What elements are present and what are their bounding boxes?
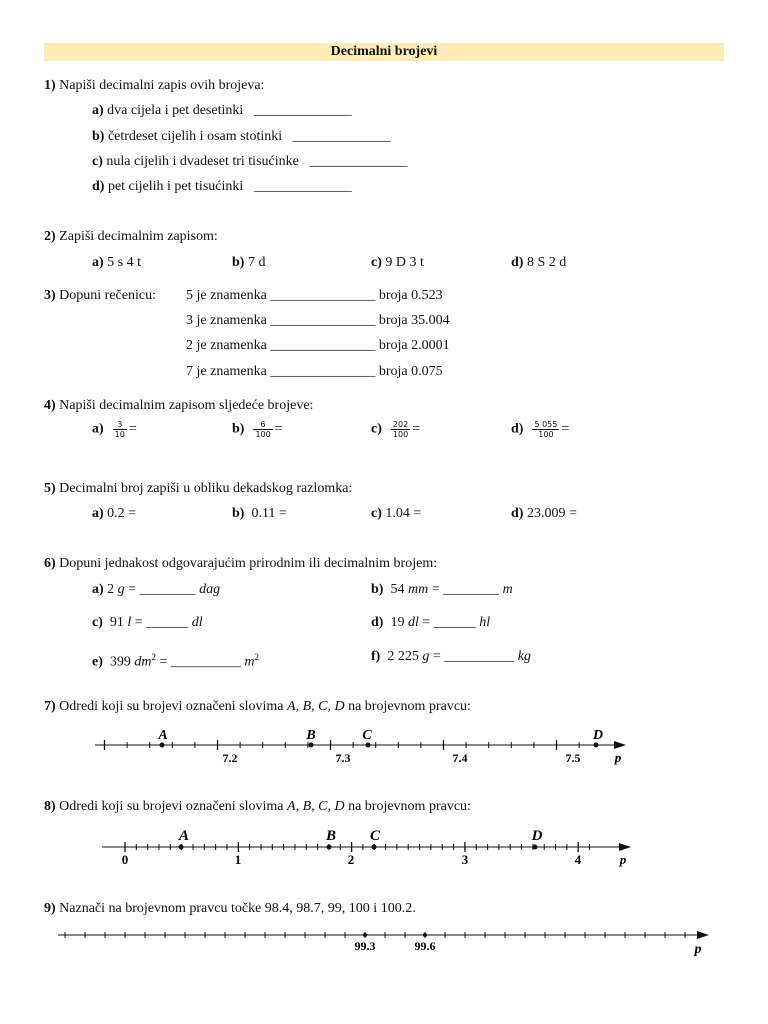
item-value: 54	[390, 582, 405, 597]
point-label: B	[306, 728, 316, 743]
question-number: 5)	[44, 481, 56, 496]
number-line-8	[0, 824, 768, 874]
item-label: d)	[511, 421, 524, 437]
fraction	[253, 420, 272, 439]
point-label: C	[362, 728, 372, 743]
item-text: pet cijelih i pet tisućinki	[107, 179, 244, 194]
q2-item-b	[232, 254, 265, 272]
tick-label: 2	[347, 852, 355, 867]
axis-label: p	[619, 852, 627, 867]
answer-blank[interactable]: ________	[139, 582, 196, 597]
item-text: nula cijelih i dvadeset tri tisućinke	[106, 154, 299, 169]
item-label: b)	[232, 506, 245, 521]
question-number: 4)	[44, 398, 56, 413]
item-label: b)	[232, 421, 245, 437]
tick-label: 7.4	[452, 751, 468, 765]
question-4	[44, 397, 313, 415]
q6-item-a: a) 2 g = ________ dag	[92, 582, 221, 597]
question-text: Napiši decimalni zapis ovih brojeva:	[59, 78, 265, 93]
point-label: C	[369, 828, 381, 844]
item-label: d)	[92, 179, 105, 194]
equals-sign: =	[412, 421, 421, 437]
q1-item-d	[92, 178, 352, 196]
axis-arrow	[614, 741, 626, 749]
q3-item-2	[186, 312, 450, 330]
q5-item-a	[92, 505, 136, 523]
item-label: a)	[92, 421, 104, 437]
question-5	[44, 480, 352, 498]
question-text: Odredi koji su brojevi označeni slovima	[59, 799, 284, 814]
q4-item-c	[371, 420, 420, 439]
item-label: a)	[92, 255, 104, 270]
tick-label: 3	[461, 852, 469, 867]
point-marker	[160, 743, 165, 748]
q5-item-c	[371, 505, 421, 523]
equals-sign: =	[128, 421, 137, 437]
fraction-numerator: 202	[392, 420, 409, 429]
unit: m	[502, 582, 513, 597]
q6-item-b: b) 54 mm = ________ m	[371, 582, 513, 597]
point-label: A	[158, 728, 168, 743]
question-number: 3)	[44, 288, 56, 303]
point-marker	[533, 845, 538, 850]
item-text: 9 D 3 t	[385, 255, 424, 270]
fraction-denominator: 10	[114, 430, 125, 439]
unit: mm	[407, 582, 429, 597]
axis-arrow	[697, 931, 709, 939]
item-text: 0.11 =	[251, 506, 287, 521]
q4-item-b	[232, 420, 283, 439]
q2-item-a	[92, 254, 141, 272]
point-marker	[309, 743, 314, 748]
item-label: c)	[371, 506, 382, 521]
question-3	[44, 287, 156, 305]
q3-item-1	[186, 287, 443, 305]
item-text: 1.04 =	[385, 506, 422, 521]
q4-item-a	[92, 420, 137, 439]
q6-item-e: e) 399 $dm^2$ = __________ $m^2$	[92, 652, 260, 670]
q5-item-d	[511, 505, 577, 523]
question-8	[44, 798, 471, 816]
item-text: 5 s 4 t	[107, 255, 142, 270]
item-value: 2	[107, 582, 115, 597]
q1-item-a	[92, 102, 352, 120]
item-label: e)	[92, 654, 103, 670]
unit: m	[244, 654, 255, 670]
tick-label: 4	[574, 852, 582, 867]
item-label: c)	[371, 421, 382, 437]
item-label: b)	[371, 582, 384, 597]
answer-blank[interactable]: ______________	[253, 103, 352, 118]
answer-blank[interactable]: ______________	[253, 179, 352, 194]
question-2	[44, 228, 218, 246]
item-label: d)	[371, 615, 384, 630]
unit: g	[422, 649, 430, 664]
unit: dl	[407, 615, 419, 630]
tick-label: 99.6	[414, 939, 436, 953]
item-text: broja 35.004	[378, 313, 450, 328]
q2-item-d	[511, 254, 566, 272]
q4-item-d	[511, 420, 569, 439]
question-text: Napiši decimalnim zapisom sljedeće brojeve:	[59, 398, 314, 413]
question-text: Dopuni jednakost odgovarajućim prirodnim ili decimalnim brojem:	[59, 556, 438, 571]
item-text: 7 je znamenka	[186, 364, 267, 379]
question-number: 8)	[44, 799, 56, 814]
fraction-numerator: 6	[253, 420, 272, 430]
q3-item-3	[186, 337, 450, 355]
unit: l	[127, 615, 132, 630]
axis-arrow	[619, 843, 631, 851]
answer-blank[interactable]: ______________	[292, 129, 391, 144]
q2-item-c	[371, 254, 424, 272]
question-number: 7)	[44, 699, 56, 714]
item-text: 2 je znamenka	[186, 338, 267, 353]
q3-item-4	[186, 363, 443, 381]
axis-label: p	[614, 750, 622, 765]
tick-label: 99.3	[354, 939, 376, 953]
question-letters: A, B, C, D	[287, 799, 345, 814]
question-7	[44, 698, 471, 716]
item-label: a)	[92, 582, 104, 597]
tick-label: 7.3	[335, 751, 351, 765]
item-text: 23.009 =	[526, 506, 577, 521]
item-text: 5 je znamenka	[186, 288, 267, 303]
page-title: Decimalni brojevi	[44, 43, 724, 61]
fraction-numerator: 5 055	[534, 420, 558, 429]
q6-item-d: d) 19 dl = ______ hl	[371, 615, 491, 630]
item-label: d)	[511, 506, 524, 521]
item-label: a)	[92, 103, 104, 118]
q5-item-b	[232, 505, 287, 523]
question-text: Dopuni rečenicu:	[59, 288, 156, 303]
item-label: d)	[511, 255, 524, 270]
question-text: na brojevnom pravcu:	[348, 699, 471, 714]
q1-item-b	[92, 128, 391, 146]
question-text: Decimalni broj zapiši u obliku dekadskog razlomka:	[59, 481, 353, 496]
item-text: 0.2 =	[107, 506, 137, 521]
unit: kg	[517, 649, 531, 664]
item-value: 2 225	[387, 649, 419, 664]
question-text: Odredi koji su brojevi označeni slovima	[59, 699, 284, 714]
point-label: A	[178, 828, 190, 844]
item-value: 91	[109, 615, 124, 630]
equals-sign: =	[561, 421, 570, 437]
unit: dl	[191, 615, 203, 630]
answer-blank[interactable]: __________	[170, 654, 241, 670]
tick-label: 1	[234, 852, 242, 867]
question-6	[44, 555, 437, 573]
exponent: 2	[151, 652, 157, 662]
question-text: na brojevnom pravcu:	[348, 799, 471, 814]
number-line-9	[0, 920, 768, 970]
question-number: 6)	[44, 556, 56, 571]
item-text: 8 S 2 d	[526, 255, 567, 270]
item-text: 7 d	[247, 255, 266, 270]
item-label: f)	[371, 649, 381, 664]
answer-blank[interactable]: _______________	[270, 288, 376, 303]
question-letters: A, B, C, D	[287, 699, 345, 714]
point-label: D	[531, 828, 543, 844]
question-number: 1)	[44, 78, 56, 93]
unit: dm	[134, 654, 152, 670]
fraction-denominator: 100	[255, 430, 271, 439]
item-label: b)	[232, 255, 245, 270]
point-label: B	[325, 828, 337, 844]
answer-blank[interactable]: _______________	[270, 364, 376, 379]
number-line-7	[0, 722, 768, 772]
tick-label: 7.5	[565, 751, 581, 765]
item-value: 399	[109, 654, 131, 670]
item-label: b)	[92, 129, 105, 144]
exponent: 2	[254, 652, 260, 662]
point-marker	[372, 845, 377, 850]
q6-item-c: c) 91 l = ______ dl	[92, 615, 203, 630]
point-marker	[594, 743, 599, 748]
point-marker	[423, 933, 427, 937]
unit: hl	[479, 615, 491, 630]
fraction	[391, 420, 410, 439]
item-text: broja 2.0001	[378, 338, 450, 353]
question-number: 2)	[44, 229, 56, 244]
answer-blank[interactable]: __________	[444, 649, 515, 664]
question-number: 9)	[44, 901, 56, 916]
unit: dag	[199, 582, 221, 597]
answer-blank[interactable]: _______________	[270, 338, 376, 353]
tick-label: 0	[121, 852, 129, 867]
item-label: c)	[92, 154, 103, 169]
item-label: c)	[92, 615, 103, 630]
item-label: c)	[371, 255, 382, 270]
q1-item-c	[92, 153, 407, 171]
answer-blank[interactable]: ______	[146, 615, 189, 630]
axis-label: p	[694, 942, 702, 957]
item-label: a)	[92, 506, 104, 521]
equals-sign: =	[274, 421, 283, 437]
point-label: D	[592, 728, 604, 743]
item-text: dva cijela i pet desetinki	[107, 103, 244, 118]
fraction-denominator: 100	[538, 430, 554, 439]
question-text: Zapiši decimalnim zapisom:	[59, 229, 218, 244]
fraction	[113, 420, 127, 439]
item-text: broja 0.523	[378, 288, 443, 303]
fraction-numerator: 3	[113, 420, 127, 430]
item-text: 3 je znamenka	[186, 313, 267, 328]
point-marker	[363, 933, 367, 937]
point-marker	[366, 743, 371, 748]
answer-blank[interactable]: ______	[433, 615, 476, 630]
fraction	[532, 420, 559, 439]
answer-blank[interactable]: _______________	[270, 313, 376, 328]
answer-blank[interactable]: ________	[443, 582, 500, 597]
question-1	[44, 77, 264, 95]
tick-label: 7.2	[222, 751, 238, 765]
q6-item-f: f) 2 225 g = __________ kg	[371, 649, 531, 664]
point-marker	[327, 845, 332, 850]
question-text: Naznači na brojevnom pravcu točke 98.4, 98.7, 99, 100 i 100.2.	[59, 901, 416, 916]
answer-blank[interactable]: ______________	[309, 154, 408, 169]
unit: g	[117, 582, 125, 597]
question-9	[44, 900, 416, 918]
point-marker	[179, 845, 184, 850]
item-text: broja 0.075	[378, 364, 443, 379]
item-value: 19	[390, 615, 405, 630]
fraction-denominator: 100	[392, 430, 409, 439]
item-text: četrdeset cijelih i osam stotinki	[107, 129, 283, 144]
